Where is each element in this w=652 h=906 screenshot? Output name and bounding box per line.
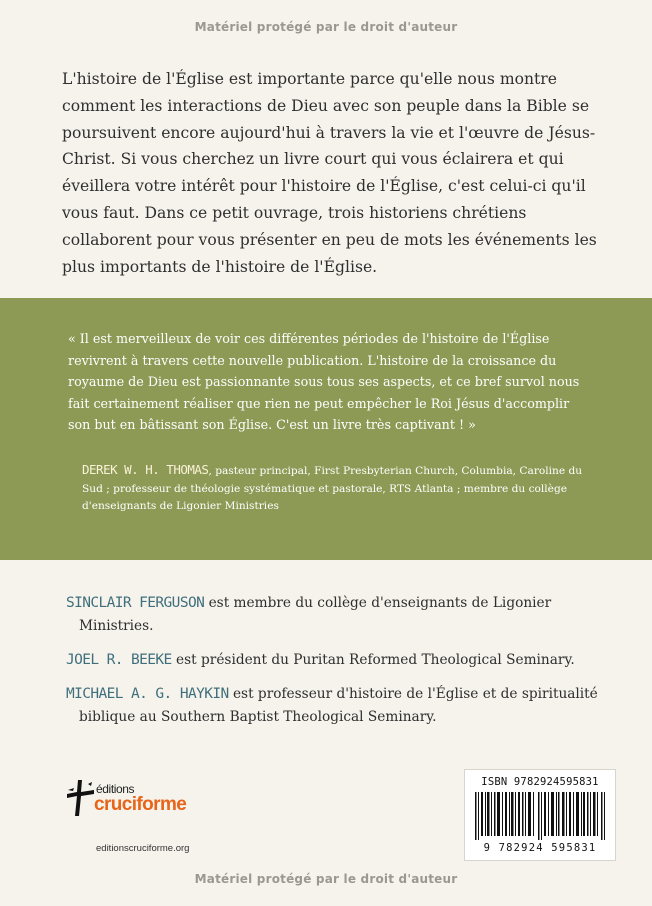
copyright-watermark-bottom: Matériel protégé par le droit d'auteur [194, 872, 458, 886]
author-bio [66, 649, 606, 672]
endorsement-attribution [82, 461, 592, 516]
isbn-label: ISBN 9782924595831 [481, 776, 599, 788]
endorser-name: DEREK W. H. THOMAS [82, 462, 209, 477]
barcode-digits: 9 782924 595831 [483, 842, 597, 854]
author-description: est professeur d'histoire de l'Église et de spiritualité biblique au Southern Baptist Theological Seminary. [79, 686, 598, 725]
author-name: SINCLAIR FERGUSON [66, 595, 205, 611]
logo-editions-text: éditions [96, 782, 135, 796]
author-description: est président du Puritan Reformed Theological Seminary. [171, 652, 575, 668]
publisher-logo [64, 774, 264, 844]
endorsement-band [0, 298, 652, 560]
intro-paragraph: L'histoire de l'Église est importante parce qu'elle nous montre comment les interactions de Dieu avec son peuple dans la Bible se poursuivent encore aujourd'hui à travers la vie et l'œuvre de Jésus-Christ. Si vous cherchez un livre court qui vous éclairera et qui éveillera votre intérêt pour l'histoire de l'Église, c'est celui-ci qu'il vous faut. Dans ce petit ouvrage, trois historiens chrétiens collaborent pour vous présenter en peu de mots les événements les plus importants de l'histoire de l'Église. [62, 70, 597, 276]
barcode-box [464, 769, 616, 861]
author-description: est membre du collège d'enseignants de Ligonier Ministries. [79, 595, 552, 634]
publisher-url: editionscruciforme.org [96, 843, 190, 854]
author-bio [66, 592, 606, 638]
copyright-watermark-top: Matériel protégé par le droit d'auteur [194, 20, 458, 34]
endorsement-quote: « Il est merveilleux de voir ces différentes périodes de l'histoire de l'Église revivrent à travers cette nouvelle publication. L'histoire de la croissance du royaume de Dieu est passionnante sous tous ses aspects, et ce bref survol nous fait certainement réaliser que rien ne peut empêcher le Roi Jésus d'accomplir son but en bâtissant son Église. C'est un livre très captivant ! » [68, 331, 580, 433]
logo-cruciforme-text: cruciforme [94, 794, 187, 815]
author-name: MICHAEL A. G. HAYKIN [66, 686, 229, 702]
endorser-description: , pasteur principal, First Presbyterian Church, Columbia, Caroline du Sud ; professeur de théologie systématique et pastorale, RTS Atlanta ; membre du collège d'enseignants de Ligonier Ministries [82, 465, 583, 512]
author-name: JOEL R. BEEKE [66, 652, 172, 668]
author-bios [66, 592, 606, 740]
barcode-icon [473, 792, 607, 840]
author-bio [66, 683, 606, 729]
